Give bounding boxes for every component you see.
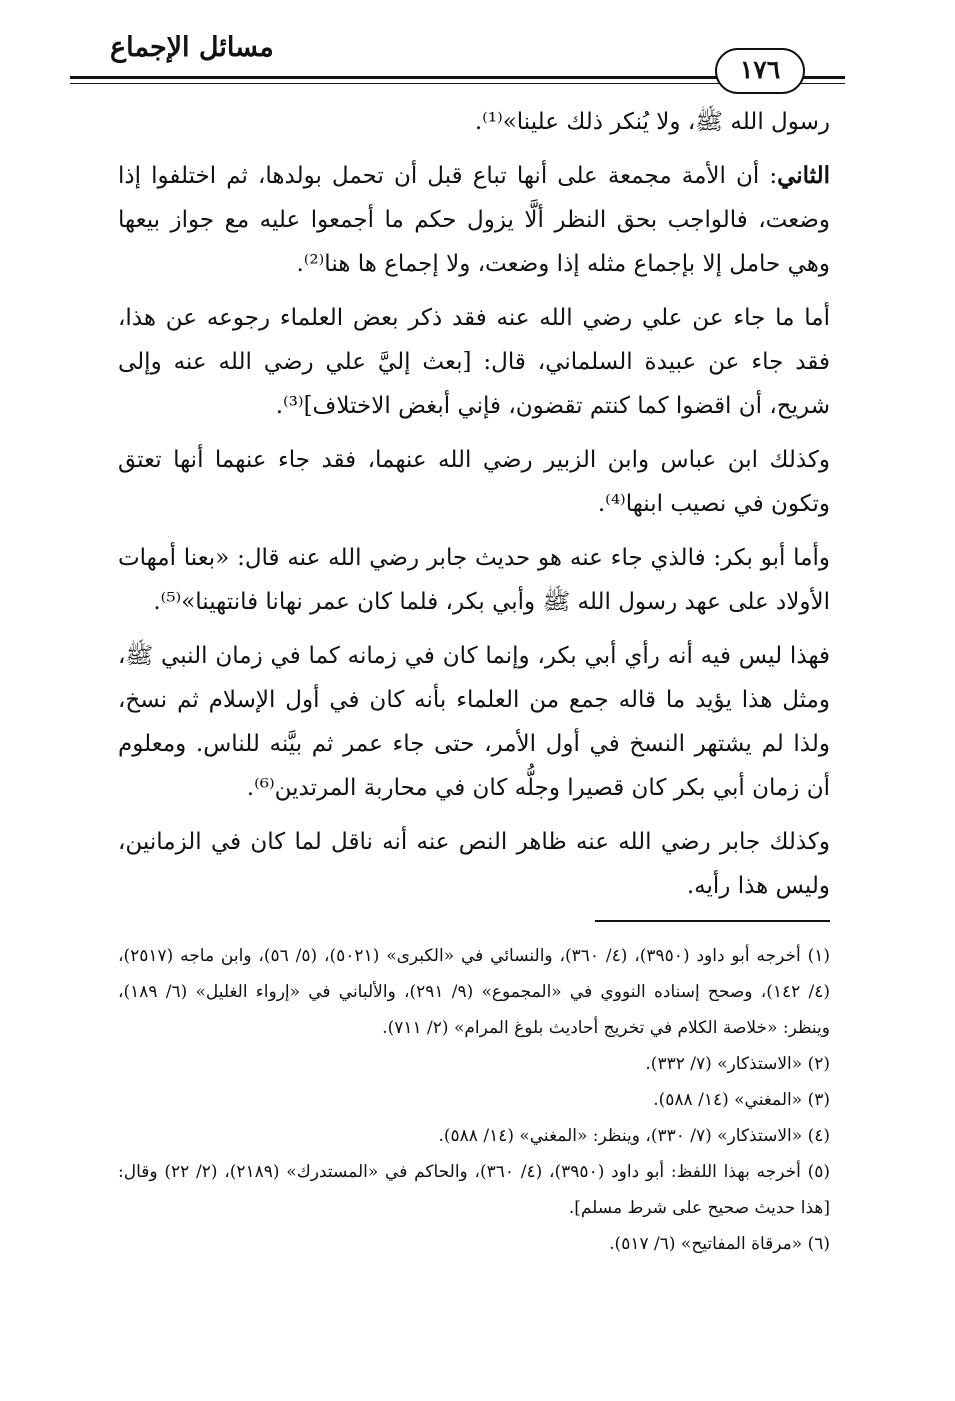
paragraph-2	[118, 154, 830, 286]
header-rule	[70, 76, 720, 79]
footnote-1: (١) أخرجه أبو داود (٣٩٥٠)، (٤/ ٣٦٠)، والنسائي في «الكبرى» (٥٠٢١)، (٥/ ٥٦)، وابن ماجه (٢٥١٧)، (٤/ ١٤٢)، وصحح إسناده النووي في «المجموع» (٩/ ٢٩١)، والألباني في «إرواء الغليل» (٦/ ١٨٩)، وينظر: «خلاصة الكلام في تخريج أحاديث بلوغ المرام» (٢/ ٧١١).	[118, 946, 831, 1038]
header-rule-right	[800, 76, 845, 79]
footnote-3: (٣) «المغني» (١٤/ ٥٨٨).	[653, 1090, 830, 1110]
page-number: ١٧٦	[715, 48, 805, 94]
page-header	[70, 18, 830, 88]
running-title: مسائل الإجماع	[110, 32, 274, 63]
footnote-6: (٦) «مرقاة المفاتيح» (٦/ ٥١٧).	[609, 1234, 830, 1254]
paragraph-3: أما ما جاء عن علي رضي الله عنه فقد ذكر بعض العلماء رجوعه عن هذا، فقد جاء عن عبيدة السلماني، قال: [بعث إليَّ علي رضي الله عنه وإلى شريح، أن اقضوا كما كنتم تقضون، فإني أبغض الاختلاف]⁽³⁾.	[118, 305, 830, 419]
header-rule-thin	[70, 83, 720, 84]
footnote-separator	[595, 920, 830, 922]
main-text	[118, 100, 830, 918]
footnote-2: (٢) «الاستذكار» (٧/ ٣٣٢).	[645, 1054, 830, 1074]
footnote-5: (٥) أخرجه بهذا اللفظ: أبو داود (٣٩٥٠)، (٤/ ٣٦٠)، والحاكم في «المستدرك» (٢١٨٩)، (٢/ ٢٢) وقال: [هذا حديث صحيح على شرط مسلم].	[118, 1162, 831, 1218]
paragraph-4: وكذلك ابن عباس وابن الزبير رضي الله عنهما، فقد جاء عنهما أنها تعتق وتكون في نصيب ابنها⁽⁴⁾.	[118, 447, 830, 517]
header-rule-right-thin	[800, 83, 845, 84]
paragraph-6: فهذا ليس فيه أنه رأي أبي بكر، وإنما كان في زمانه كما في زمان النبي ﷺ، ومثل هذا يؤيد ما قاله جمع من العلماء بأنه كان في أول الإسلام ثم نسخ، ولذا لم يشتهر النسخ في أول الأمر، حتى جاء عمر ثم بيَّنه للناس. ومعلوم أن زمان أبي بكر كان قصيرا وجلُّه كان في محاربة المرتدين⁽⁶⁾.	[118, 643, 830, 801]
paragraph-1: رسول الله ﷺ، ولا يُنكر ذلك علينا»⁽¹⁾.	[474, 109, 830, 135]
footnote-4: (٤) «الاستذكار» (٧/ ٣٣٠)، وينظر: «المغني» (١٤/ ٥٨٨).	[438, 1126, 830, 1146]
paragraph-2-text: : أن الأمة مجمعة على أنها تباع قبل أن تحمل بولدها، ثم اختلفوا إذا وضعت، فالواجب بحق النظر ألَّا يزول حكم ما أجمعوا عليه مع جواز بيعها وهي حامل إلا بإجماع مثله إذا وضعت، ولا إجماع ها هنا⁽²⁾.	[118, 163, 830, 277]
paragraph-5: وأما أبو بكر: فالذي جاء عنه هو حديث جابر رضي الله عنه قال: «بعنا أمهات الأولاد على عهد رسول الله ﷺ وأبي بكر، فلما كان عمر نهانا فانتهينا»⁽⁵⁾.	[118, 545, 830, 615]
paragraph-2-lead: الثاني	[777, 162, 830, 189]
footnotes	[118, 938, 830, 1262]
paragraph-7: وكذلك جابر رضي الله عنه ظاهر النص عنه أنه ناقل لما كان في الزمانين، وليس هذا رأيه.	[118, 829, 830, 899]
